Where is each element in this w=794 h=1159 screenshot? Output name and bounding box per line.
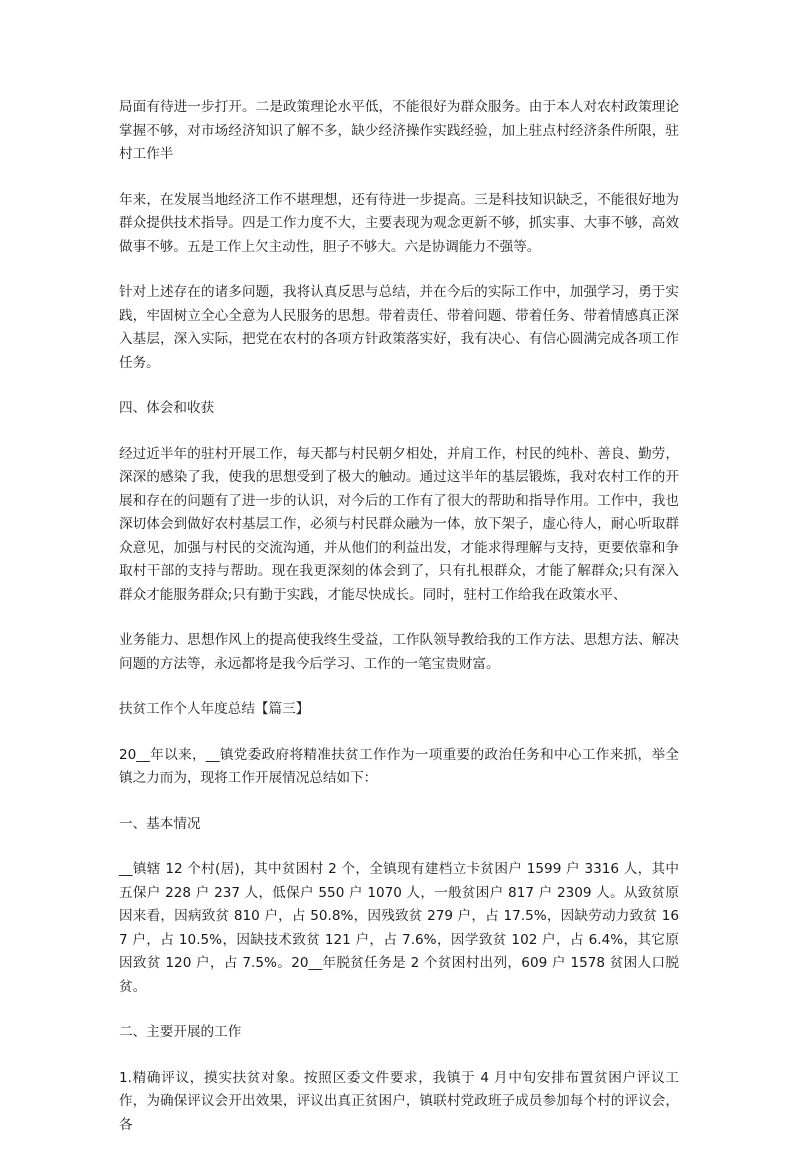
paragraph-experience-continued: 业务能力、思想作风上的提高使我终生受益，工作队领导教给我的工作方法、思想方法、解决问题的方法等，永远都将是我今后学习、工作的一笔宝贵财富。 (119, 632, 679, 672)
section-heading-experience: 四、体会和收获 (119, 400, 215, 416)
paragraph-shortcomings-intro: 局面有待进一步打开。二是政策理论水平低，不能很好为群众服务。由于本人对农村政策理论掌握不够，对市场经济知识了解不多，缺少经济操作实践经验，加上驻点村经济条件所限，驻村工作半 (119, 99, 679, 162)
paragraph-shortcomings-continued: 年来，在发展当地经济工作不堪理想，还有待进一步提高。三是科技知识缺乏，不能很好地为群众提供技术指导。四是工作力度不大，主要表现为观念更新不够，抓实事、大事不够，高效做事不够。五是工作上欠主动性，胆子不够大。六是协调能力不强等。 (119, 191, 679, 255)
paragraph-improvement-plan: 针对上述存在的诸多问题，我将认真反思与总结，并在今后的实际工作中，加强学习，勇于实践，牢固树立全心全意为人民服务的思想。带着责任、带着问题、带着任务、带着情感真正深入基层，深入实际，把党在农村的各项方针政策落实好，我有决心、有信心圆满完成各项工作任务。 (119, 284, 679, 371)
section-heading-basic-situation: 一、基本情况 (119, 815, 201, 832)
paragraph-intro-part3: 20__年以来，__镇党委政府将精准扶贫工作作为一项重要的政治任务和中心工作来抓，举全镇之力而为，现将工作开展情况总结如下： (119, 746, 679, 786)
paragraph-main-work-1: 1.精确评议，摸实扶贫对象。按照区委文件要求，我镇于 4 月中旬安排布置贫困户评议工作，为确保评议会开出效果，评议出真正贫困户，镇联村党政班子成员参加每个村的评议会，各 (119, 1069, 679, 1133)
paragraph-basic-situation: __镇辖 12 个村(居)，其中贫困村 2 个，全镇现有建档立卡贫困户 1599 户 3316 人，其中五保户 228 户 237 人，低保户 550 户 1070 人，一般贫困户 817 户 2309 人。从致贫原因来看，因病致贫 810 户，占 50.8%，因残致贫 279 户，占 17.5%，因缺劳动力致贫 167 户，占 10.5%，因缺技术致贫 121 户，占 7.6%，因学致贫 102 户，占 6.4%，其它原因致贫 120 户，占 7.5%。20__年脱贫任务是 2 个贫困村出列，609 户 1578 贫困人口脱贫。 (119, 861, 679, 995)
document-body (119, 96, 679, 1159)
section-heading-main-work: 二、主要开展的工作 (119, 1024, 242, 1040)
article-title-part3: 扶贫工作个人年度总结【篇三】 (119, 701, 310, 717)
paragraph-experience: 经过近半年的驻村开展工作，每天都与村民朝夕相处，并肩工作，村民的纯朴、善良、勤劳，深深的感染了我，使我的思想受到了极大的触动。通过这半年的基层锻炼，我对农村工作的开展和存在的问题有了进一步的认识，对今后的工作有了很大的帮助和指导作用。工作中，我也深切体会到做好农村基层工作，必须与村民群众融为一体，放下架子，虚心待人，耐心听取群众意见，加强与村民的交流沟通，并从他们的利益出发，才能求得理解与支持，更要依靠和争取村干部的支持与帮助。现在我更深刻的体会到了，只有扎根群众，才能了解群众;只有深入群众才能服务群众;只有勤于实践，才能尽快成长。同时，驻村工作给我在政策水平、 (119, 445, 679, 603)
